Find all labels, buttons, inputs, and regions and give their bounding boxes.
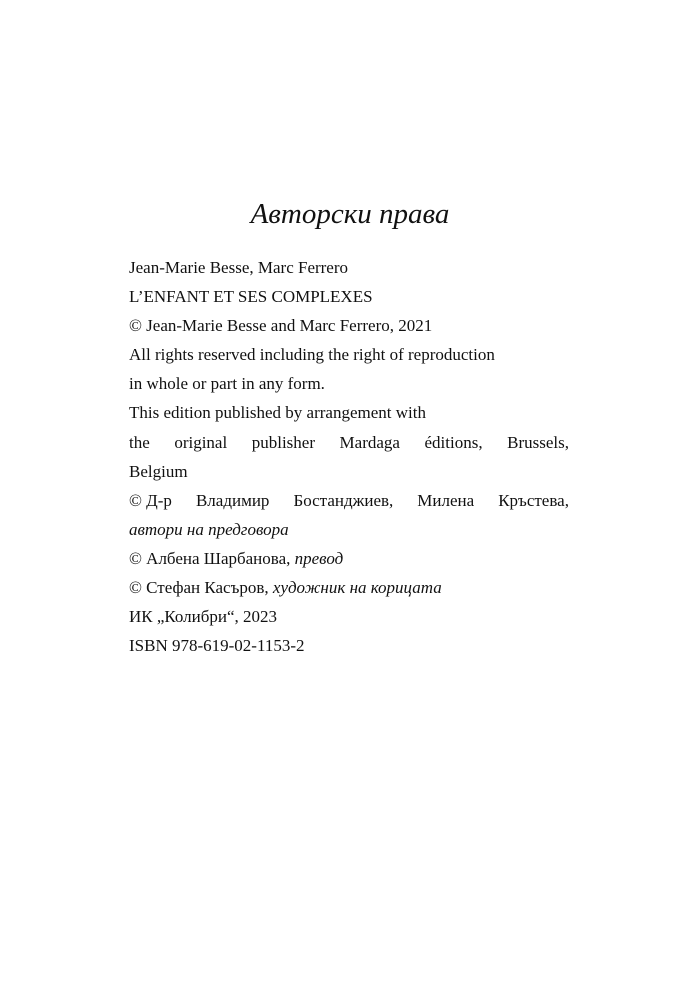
translator-role: превод — [294, 548, 344, 568]
cover-artist-line — [129, 573, 569, 602]
copyright-authors-line: © Jean-Marie Besse and Marc Ferrero, 2021 — [129, 316, 433, 336]
preface-word: © Д-р — [129, 490, 172, 510]
translation-line — [129, 544, 569, 573]
preface-word: Милена — [417, 490, 475, 510]
copyright-text-block — [129, 253, 569, 660]
cover-artist-name: © Стефан Касъров, — [129, 578, 269, 598]
edition-word: Brussels, — [507, 432, 569, 452]
edition-word: original — [174, 432, 228, 452]
preface-line-1 — [129, 486, 569, 515]
edition-word: Mardaga — [339, 432, 400, 452]
edition-word: the — [129, 432, 150, 452]
rights-line-2: in whole or part in any form. — [129, 374, 325, 394]
page-title: Авторски права — [250, 198, 450, 230]
translator-name: © Албена Шарбанова, — [129, 548, 291, 568]
rights-line-1: All rights reserved including the right of reproduction — [129, 345, 495, 365]
edition-line-3: Belgium — [129, 461, 188, 481]
authors-line: Jean-Marie Besse, Marc Ferrero — [129, 258, 349, 277]
preface-word: Владимир — [195, 490, 270, 510]
edition-line-1: This edition published by arrangement with — [129, 403, 426, 423]
original-title-line: L’ENFANT ET SES COMPLEXES — [129, 287, 373, 307]
isbn-line: ISBN 978-619-02-1153-2 — [129, 636, 305, 656]
edition-word: publisher — [251, 432, 316, 452]
preface-word: Кръстева, — [498, 490, 569, 510]
preface-line-2: автори на предговора — [129, 519, 289, 539]
publisher-line: ИК „Колибри“, 2023 — [129, 607, 278, 627]
preface-word: Бостанджиев, — [293, 490, 394, 510]
edition-word: éditions, — [424, 432, 483, 452]
cover-artist-role: художник на корицата — [272, 578, 442, 598]
edition-line-2 — [129, 428, 569, 457]
